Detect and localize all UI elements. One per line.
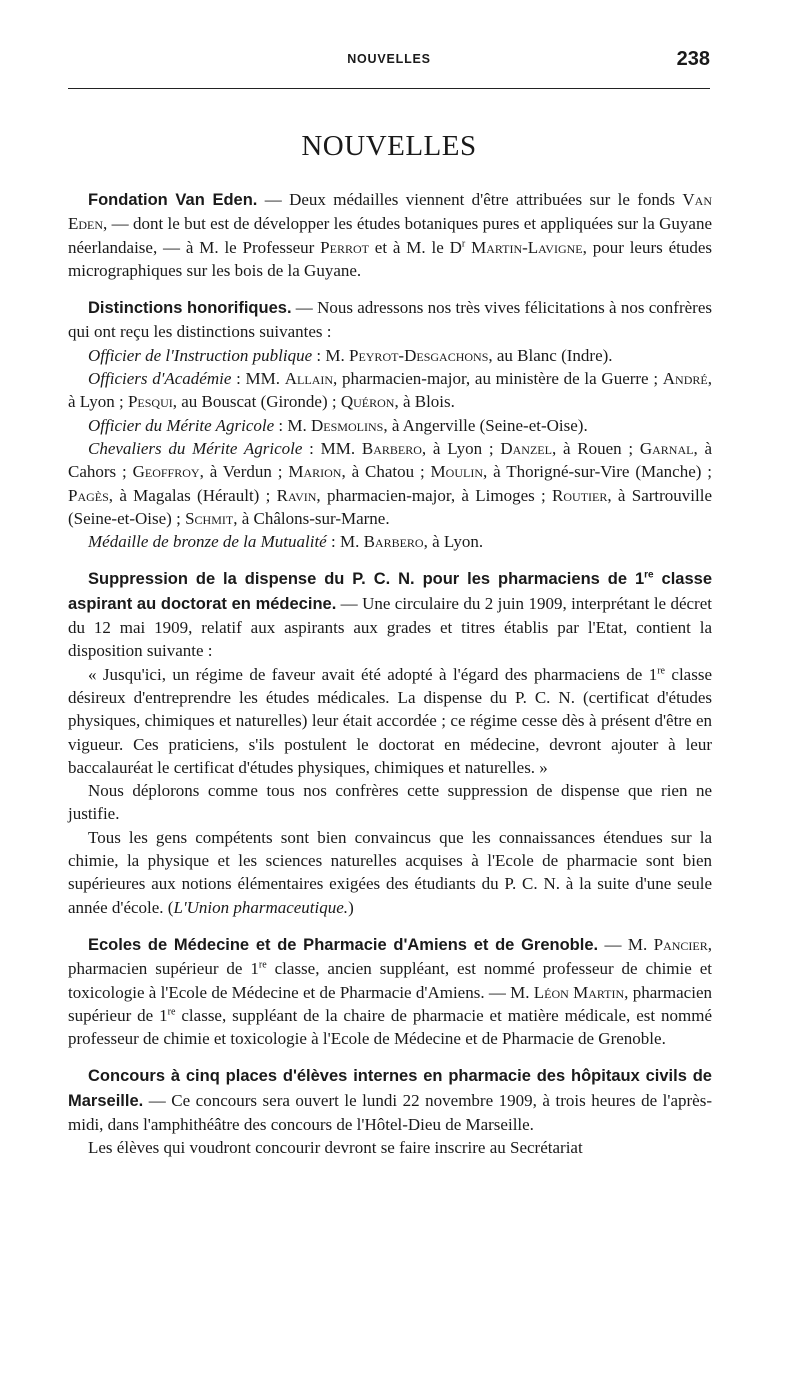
text-run: , à Blois. xyxy=(394,392,455,412)
person-name: Léon Martin xyxy=(533,982,625,1002)
person-name: Barbero xyxy=(363,532,424,552)
distinction-label: Officiers d'Académie xyxy=(88,369,232,389)
text-run: , pharmacien-major, au ministère de la Guerre ; xyxy=(333,369,663,389)
section-fondation-van-eden xyxy=(68,188,712,282)
person-name: Pesqui xyxy=(127,392,173,412)
header-rule xyxy=(68,88,710,89)
person-name: Geoffroy xyxy=(132,462,200,482)
text-run: , pharmacien supérieur de 1 xyxy=(68,982,712,1025)
text-run: , à Cahors ; xyxy=(68,438,713,482)
heading-text: classe aspirant au doctorat en médecine. xyxy=(68,570,712,613)
paragraph xyxy=(68,826,712,919)
text-run: , à Angerville (Seine-et-Oise). xyxy=(383,415,588,435)
person-name: Pancier xyxy=(653,934,708,954)
person-name: Quéron xyxy=(340,392,395,412)
superscript: re xyxy=(167,1006,176,1018)
text-run: — Une circulaire du 2 juin 1909, interprétant le décret du 12 mai 1909, relatif aux aspirants aux grades et titres établis par l'Etat, contient la disposition suivante : xyxy=(68,593,712,661)
person-name: André xyxy=(662,369,708,389)
superscript: re xyxy=(657,664,665,676)
text-run: — Nous adressons nos très vives félicitations à nos confrères qui ont reçu les distinctions suivantes : xyxy=(68,298,712,342)
text-run: , pharmacien-major, à Limoges ; xyxy=(316,485,553,505)
text-run: classe désireux d'entreprendre les études médicales. La dispense du P. C. N. (certificat d'études physiques, chimiques et naturelles) leur était accordée ; ce régime cesse dès à présent d'être en vigueur. Ces praticiens, s'ils postulent le doctorat en médecine, devront ajouter à leur baccalauréat le certificat d'études physiques, chimiques et naturelles. » xyxy=(68,664,712,777)
text-run: , à Châlons-sur-Marne. xyxy=(233,508,390,528)
person-name: Allain xyxy=(284,369,334,389)
person-name: Martin-Lavigne xyxy=(471,237,583,257)
text-run: , à Rouen ; xyxy=(551,438,640,458)
text-run: , à Verdun ; xyxy=(199,462,289,482)
person-name: Perrot xyxy=(320,237,369,257)
section-heading: Concours à cinq places d'élèves internes en pharmacie des hôpitaux civils de Marseille. xyxy=(68,1067,712,1110)
superscript: re xyxy=(644,569,654,581)
text-run: , à Lyon ; xyxy=(68,369,712,412)
section-distinctions xyxy=(68,296,712,553)
person-name: Routier xyxy=(552,485,608,505)
text-run: , à Lyon ; xyxy=(421,438,501,458)
paragraph xyxy=(68,188,712,282)
superscript: re xyxy=(258,959,267,971)
section-heading: Ecoles de Médecine et de Pharmacie d'Amiens et de Grenoble. xyxy=(88,935,599,954)
section-heading: Fondation Van Eden. xyxy=(88,191,258,209)
person-name: Schmit xyxy=(185,508,234,528)
person-name: Marion xyxy=(288,462,342,482)
distinction-label: Officier de l'Instruction publique xyxy=(88,345,313,365)
person-name: Peyrot-Desgachons xyxy=(348,345,489,365)
person-name: Desmolins xyxy=(311,415,384,435)
text-run: : M. xyxy=(274,415,312,435)
running-title: NOUVELLES xyxy=(347,52,431,66)
source-citation: L'Union pharmaceutique. xyxy=(173,897,349,917)
heading-text: Suppression de la dispense du P. C. N. pour les pharmaciens de 1 xyxy=(88,570,645,589)
text-run: : M. xyxy=(312,345,349,365)
person-name: Moulin xyxy=(430,462,483,482)
paragraph xyxy=(68,367,712,414)
section-concours-marseille xyxy=(68,1064,712,1159)
text-run: , à Lyon. xyxy=(423,532,484,552)
text-run: , au Bouscat (Gironde) ; xyxy=(172,392,341,412)
quotation xyxy=(68,663,712,779)
paragraph xyxy=(68,530,712,553)
article-body xyxy=(68,188,712,1174)
paragraph xyxy=(68,437,712,530)
running-header xyxy=(68,50,710,74)
text-run: , — dont le but est de développer les études botaniques pures et appliquées sur la Guyane néerlandaise, — à M. le Professeur xyxy=(68,214,712,257)
superscript: r xyxy=(461,237,466,249)
person-name: Pagès xyxy=(68,485,109,505)
text-run: , à Magalas (Hérault) ; xyxy=(108,485,277,505)
text-run: , à Chatou ; xyxy=(341,462,431,482)
text-run: — M. xyxy=(598,934,654,954)
person-name: Garnal xyxy=(639,438,694,458)
distinction-label: Officier du Mérite Agricole xyxy=(88,415,275,435)
text-run: : M. xyxy=(326,532,364,552)
text-run: : MM. xyxy=(231,369,285,389)
section-suppression-pcn xyxy=(68,567,712,918)
paragraph: Nous déplorons comme tous nos confrères cette suppression de dispense que rien ne justifie. xyxy=(68,781,712,824)
person-name: Ravin xyxy=(276,485,317,505)
paragraph xyxy=(68,1064,712,1136)
text-run: , à Thorigné-sur-Vire (Manche) ; xyxy=(483,462,712,482)
text-run: classe, suppléant de la chaire de pharmacie et matière médicale, est nommé professeur de chimie et toxicologie à l'Ecole de Médecine et de Pharmacie de Grenoble. xyxy=(68,1005,712,1049)
text-run: , pour leurs études micrographiques sur les bois de la Guyane. xyxy=(68,237,713,280)
distinction-label: Chevaliers du Mérite Agricole xyxy=(88,438,303,458)
page-number: 238 xyxy=(676,48,710,70)
section-heading: Distinctions honorifiques. xyxy=(88,299,292,318)
paragraph xyxy=(68,414,712,437)
text-run: classe, ancien suppléant, est nommé professeur de chimie et toxicologie à l'Ecole de Médecine et de Pharmacie d'Amiens. — M. xyxy=(68,959,712,1002)
text-run: — Deux médailles viennent d'être attribuées sur le fonds xyxy=(257,190,683,209)
text-run: Tous les gens compétents sont bien convaincus que les connaissances étendues sur la chimie, la physique et les sciences naturelles acquises à l'Ecole de pharmacie sont bien supérieures aux notions élémentaires exigées des étudiants du P. C. N. à la suite d'une seule année d'école. ( xyxy=(68,827,712,917)
person-name: Van Eden xyxy=(68,190,713,234)
text-run: et à M. le D xyxy=(368,237,462,257)
text-run: , au Blanc (Indre). xyxy=(488,345,613,365)
paragraph xyxy=(68,344,712,367)
text-run: , à Sartrouville (Seine-et-Oise) ; xyxy=(68,485,712,528)
person-name: Barbero xyxy=(361,438,422,458)
paragraph xyxy=(68,933,712,1050)
text-run: : MM. xyxy=(302,438,362,458)
section-ecoles xyxy=(68,933,712,1050)
text-run: ) xyxy=(348,897,354,917)
text-run: — Ce concours sera ouvert le lundi 22 novembre 1909, à trois heures de l'après-midi, dans l'amphithéâtre des concours de l'Hôtel-Dieu de Marseille. xyxy=(68,1090,712,1134)
page-title: NOUVELLES xyxy=(301,130,477,162)
distinction-label: Médaille de bronze de la Mutualité xyxy=(88,532,327,552)
person-name: Danzel xyxy=(500,438,552,458)
paragraph: Les élèves qui voudront concourir devront se faire inscrire au Secrétariat xyxy=(88,1138,583,1158)
text-run: , pharmacien supérieur de 1 xyxy=(68,934,712,979)
text-run: « Jusqu'ici, un régime de faveur avait été adopté à l'égard des pharmaciens de 1 xyxy=(88,664,658,684)
paragraph xyxy=(68,296,712,344)
paragraph xyxy=(68,567,712,662)
